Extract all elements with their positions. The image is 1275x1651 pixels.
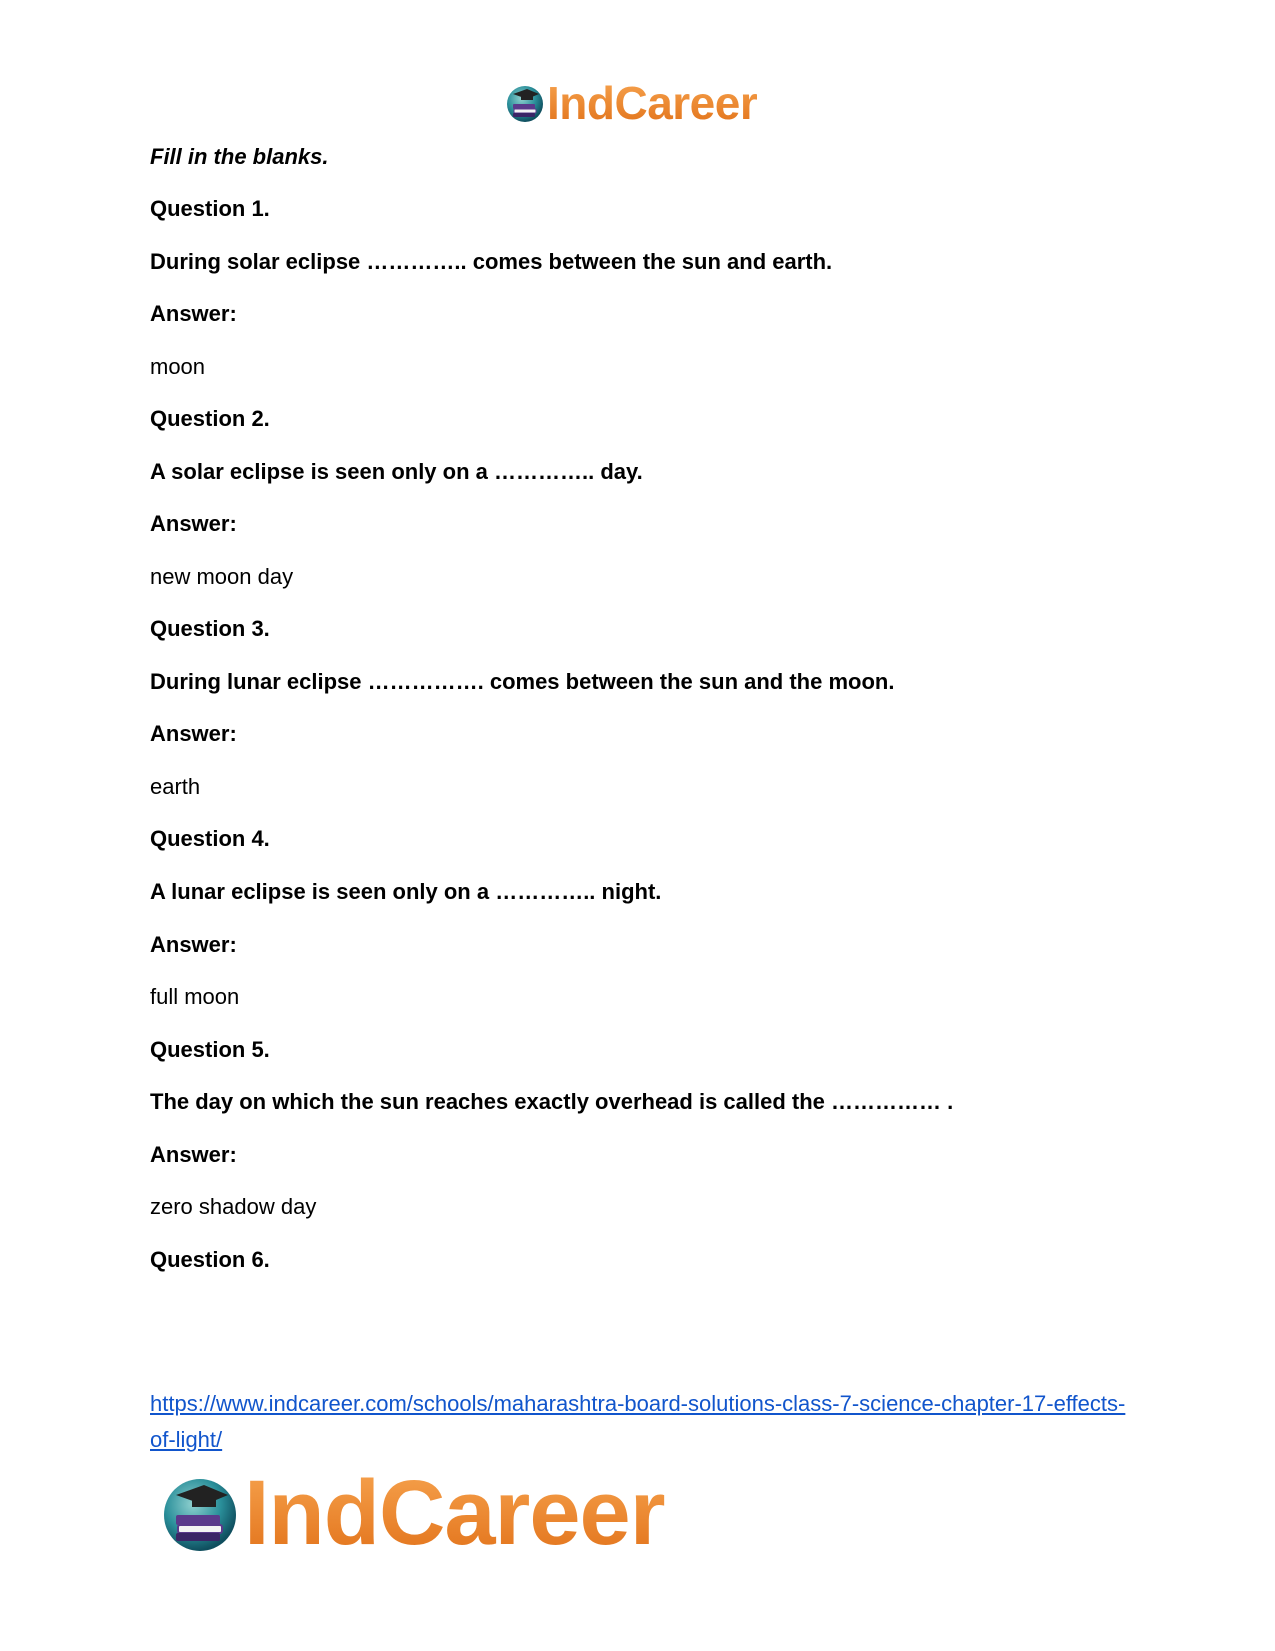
question-number: Question 1. [150, 196, 270, 221]
question-text: During solar eclipse ………….. comes between the sun and earth. [150, 249, 833, 274]
question-number: Question 3. [150, 616, 270, 641]
logo-text: IndCareer [547, 77, 758, 129]
logo-text: IndCareer [244, 1462, 665, 1564]
question-text: The day on which the sun reaches exactly overhead is called the …………… . [150, 1089, 954, 1114]
instruction-heading: Fill in the blanks. [150, 144, 329, 169]
answer-label: Answer: [150, 301, 237, 326]
question-number: Question 5. [150, 1037, 270, 1062]
header-logo [505, 78, 757, 128]
footer-logo [160, 1462, 665, 1564]
question-text: A lunar eclipse is seen only on a ………….. night. [150, 879, 662, 904]
answer-text: full moon [150, 984, 240, 1009]
answer-label: Answer: [150, 511, 237, 536]
question-text: During lunar eclipse ……………. comes between the sun and the moon. [150, 669, 895, 694]
question-number: Question 6. [150, 1247, 270, 1272]
answer-text: zero shadow day [150, 1194, 317, 1219]
answer-text: moon [150, 354, 206, 379]
question-text: A solar eclipse is seen only on a ………….. day. [150, 459, 643, 484]
globe-book-icon [160, 1471, 240, 1555]
answer-label: Answer: [150, 1142, 237, 1167]
answer-label: Answer: [150, 721, 237, 746]
question-number: Question 2. [150, 406, 270, 431]
question-number: Question 4. [150, 826, 270, 851]
globe-book-icon [505, 82, 545, 124]
answer-text: new moon day [150, 564, 294, 589]
answer-text: earth [150, 774, 201, 799]
source-link[interactable]: https://www.indcareer.com/schools/maharashtra-board-solutions-class-7-science-chapter-17-effects-of-light/ [150, 1391, 1126, 1452]
answer-label: Answer: [150, 932, 237, 957]
